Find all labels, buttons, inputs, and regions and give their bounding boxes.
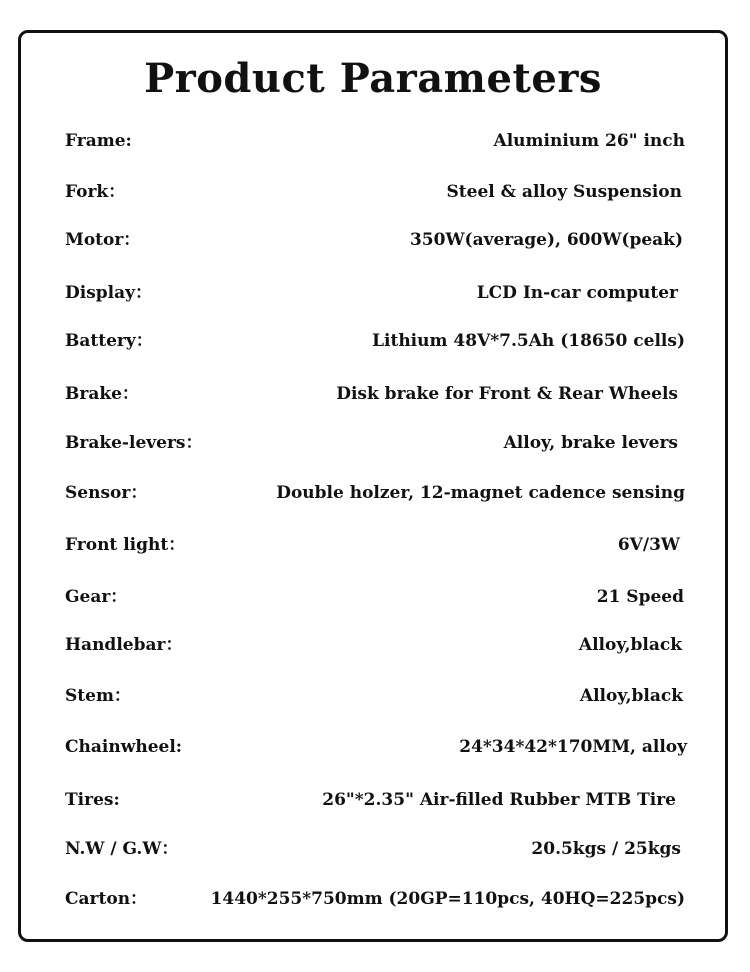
- param-row-motor: [65, 228, 685, 252]
- param-row-handlebar: [65, 633, 685, 657]
- param-row-display: [65, 281, 685, 305]
- param-row-fork: [65, 180, 685, 204]
- param-label: Battery：: [65, 331, 153, 351]
- param-row-brake: [65, 382, 685, 406]
- param-value: Steel & alloy Suspension: [446, 182, 682, 202]
- param-label: Chainwheel:: [65, 737, 183, 757]
- param-row-frame: [65, 129, 685, 153]
- param-label: Tires:: [65, 790, 120, 810]
- param-label: N.W / G.W：: [65, 839, 179, 859]
- param-row-gear: [65, 585, 685, 609]
- param-label: Brake-levers：: [65, 433, 203, 453]
- parameters-card: [18, 30, 728, 942]
- param-label: Fork：: [65, 182, 126, 202]
- param-value: 6V/3W: [617, 535, 680, 555]
- param-row-tires: [65, 788, 685, 812]
- param-value: 20.5kgs / 25kgs: [531, 839, 681, 859]
- param-value: Aluminium 26" inch: [493, 131, 685, 151]
- page-title: Product Parameters: [144, 55, 602, 102]
- param-row-chainwheel: [65, 735, 685, 759]
- param-row-stem: [65, 684, 685, 708]
- param-label: Frame:: [65, 131, 132, 151]
- param-label: Gear：: [65, 587, 128, 607]
- param-value: Alloy,black: [579, 686, 683, 706]
- param-label: Stem：: [65, 686, 131, 706]
- param-label: Handlebar：: [65, 635, 183, 655]
- param-value: LCD In-car computer: [476, 283, 678, 303]
- param-value: 350W(average), 600W(peak): [409, 230, 683, 250]
- param-row-weight: [65, 837, 685, 861]
- param-row-carton: [65, 887, 685, 911]
- param-value: Double holzer, 12-magnet cadence sensing: [276, 483, 685, 503]
- param-row-front-light: [65, 533, 685, 557]
- param-label: Sensor：: [65, 483, 148, 503]
- param-row-sensor: [65, 481, 685, 505]
- param-label: Front light：: [65, 535, 186, 555]
- param-value: Alloy,black: [578, 635, 682, 655]
- param-row-brake-levers: [65, 431, 685, 455]
- param-label: Display：: [65, 283, 153, 303]
- param-value: 1440*255*750mm (20GP=110pcs, 40HQ=225pcs): [210, 889, 685, 909]
- param-row-battery: [65, 329, 685, 353]
- param-label: Brake：: [65, 384, 139, 404]
- param-label: Carton：: [65, 889, 148, 909]
- param-value: Lithium 48V*7.5Ah (18650 cells): [372, 331, 685, 351]
- param-value: 24*34*42*170MM, alloy: [459, 737, 687, 757]
- param-label: Motor：: [65, 230, 141, 250]
- param-value: 21 Speed: [596, 587, 684, 607]
- param-value: 26"*2.35" Air-filled Rubber MTB Tire: [322, 790, 676, 810]
- param-value: Alloy, brake levers: [503, 433, 678, 453]
- param-value: Disk brake for Front & Rear Wheels: [336, 384, 678, 404]
